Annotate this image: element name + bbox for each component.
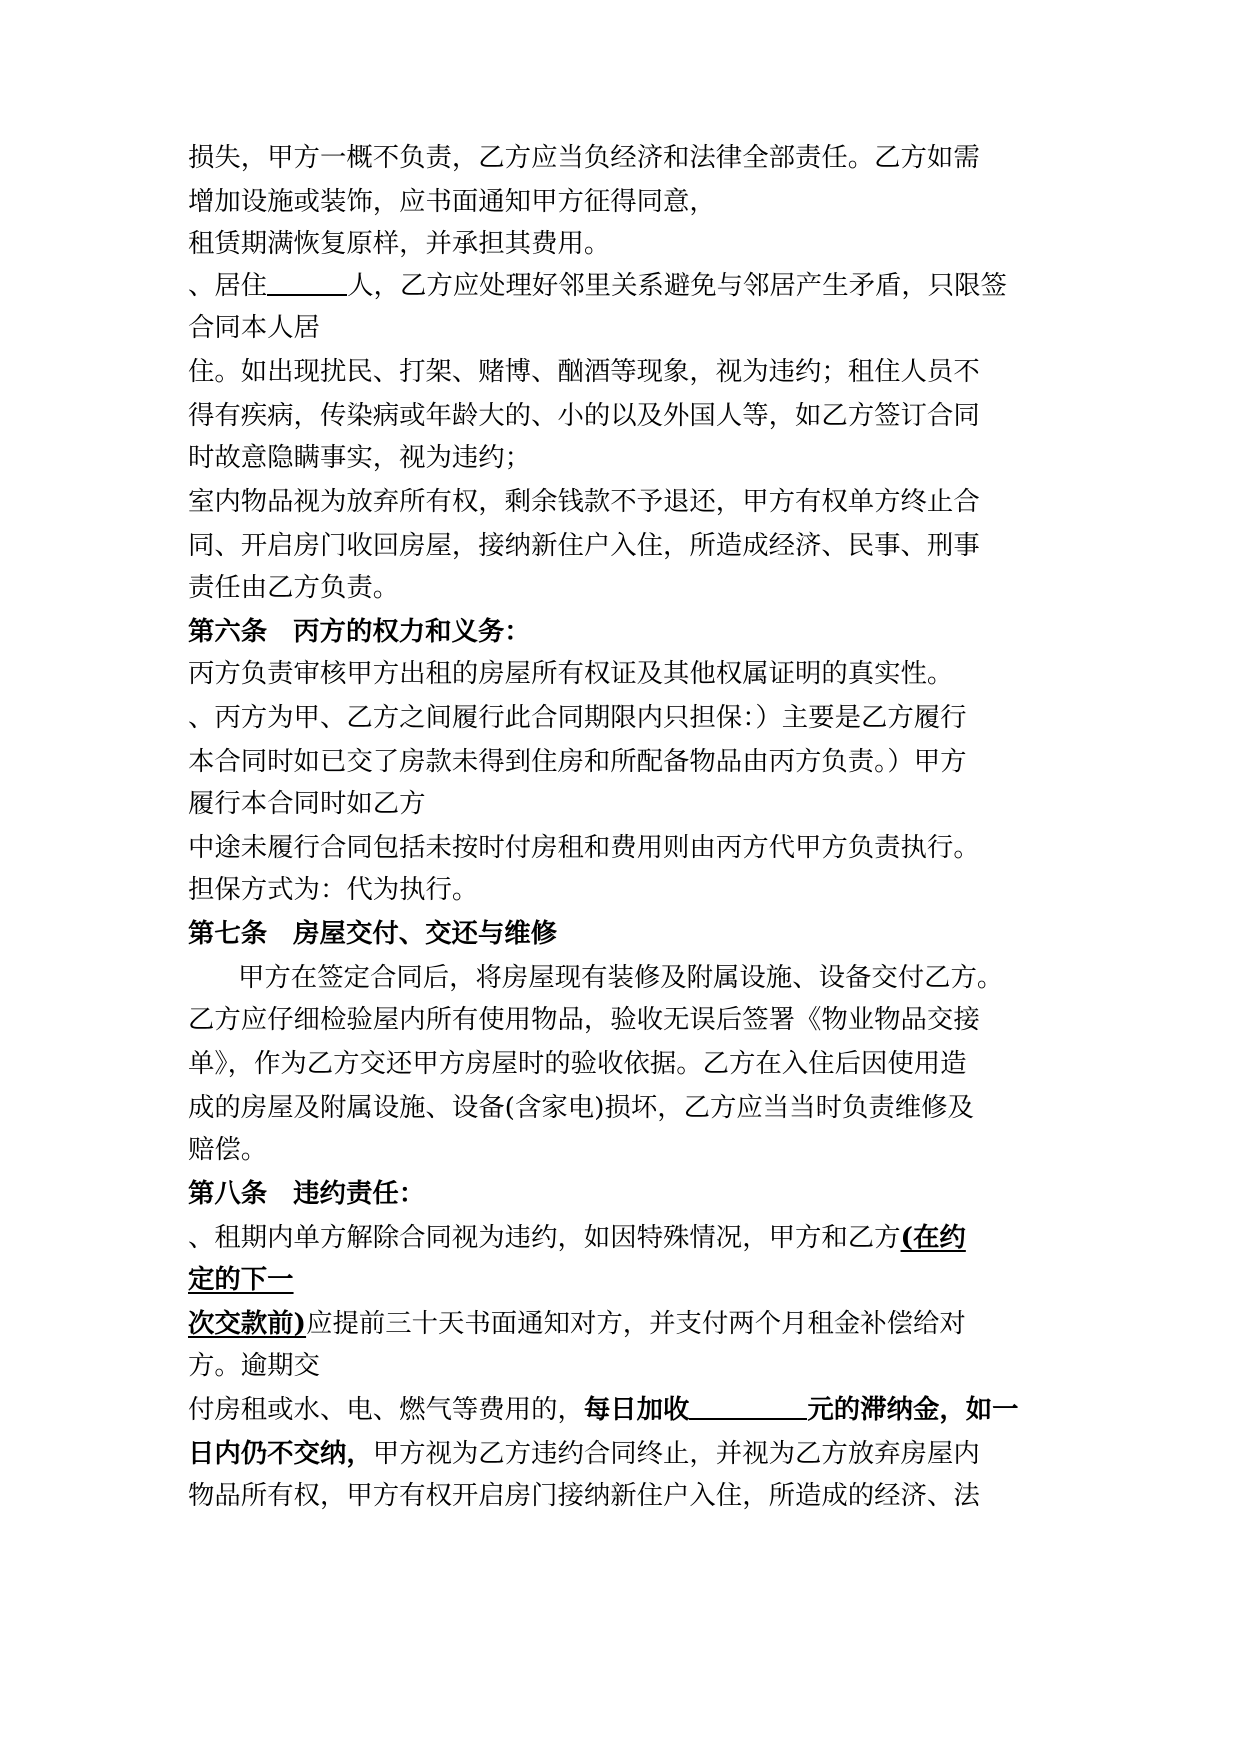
article-8-heading — [188, 1172, 425, 1216]
text-line: 履行本合同时如乙方 — [188, 788, 426, 819]
text-line: 本合同时如已交了房款未得到住房和所配备物品由丙方负责。）甲方 — [188, 746, 967, 777]
article-title: 房屋交付、交还与维修 — [293, 918, 558, 949]
text-line — [188, 264, 1007, 308]
text-span: 甲方视为乙方违约合同终止，并视为乙方放弃房屋内 — [372, 1438, 980, 1469]
text-line — [188, 1388, 1019, 1432]
text-line: 赔偿。 — [188, 1134, 268, 1165]
text-line: 、丙方为甲、乙方之间履行此合同期限内只担保：）主要是乙方履行 — [188, 702, 967, 733]
underlined-text: 定的下一 — [188, 1264, 294, 1295]
text-line: 单》，作为乙方交还甲方房屋时的验收依据。乙方在入住后因使用造 — [188, 1048, 967, 1079]
blank-line — [267, 270, 347, 296]
article-title: 违约责任： — [293, 1178, 426, 1209]
text-span: 、居住 — [188, 270, 268, 301]
text-span: 、租期内单方解除合同视为违约，如因特殊情况，甲方和乙方 — [188, 1222, 901, 1253]
article-title: 丙方的权力和义务： — [293, 616, 531, 647]
text-line: 室内物品视为放弃所有权，剩余钱款不予退还，甲方有权单方终止合 — [188, 486, 980, 517]
bold-text: 元的滞纳金，如一 — [807, 1394, 1019, 1425]
underlined-text: 次交款前) — [188, 1308, 307, 1339]
text-line — [188, 1302, 966, 1346]
text-line — [188, 1216, 966, 1260]
text-line: 住。如出现扰民、打架、赌博、酗酒等现象，视为违约；租住人员不 — [188, 356, 980, 387]
text-line: 丙方负责审核甲方出租的房屋所有权证及其他权属证明的真实性。 — [188, 658, 954, 689]
text-line: 乙方应仔细检验屋内所有使用物品，验收无误后签署《物业物品交接 — [188, 1004, 980, 1035]
bold-text: 日内仍不交纳， — [188, 1438, 373, 1469]
text-line: 担保方式为：代为执行。 — [188, 874, 479, 905]
text-line: 甲方在签定合同后，将房屋现有装修及附属设施、设备交付乙方。 — [238, 962, 1004, 993]
text-line — [188, 1432, 980, 1476]
article-number: 第八条 — [188, 1178, 268, 1209]
text-line: 租赁期满恢复原样，并承担其费用。 — [188, 228, 611, 259]
text-span: 应提前三十天书面通知对方，并支付两个月租金补偿给对 — [306, 1308, 966, 1339]
text-line: 合同本人居 — [188, 312, 320, 343]
text-line: 中途未履行合同包括未按时付房租和费用则由丙方代甲方负责执行。 — [188, 832, 980, 863]
blank-line — [689, 1394, 807, 1420]
article-number: 第七条 — [188, 918, 268, 949]
text-line: 成的房屋及附属设施、设备(含家电)损坏，乙方应当当时负责维修及 — [188, 1092, 974, 1123]
text-span: 付房租或水、电、燃气等费用的， — [188, 1394, 584, 1425]
text-line: 责任由乙方负责。 — [188, 572, 400, 603]
text-line: 时故意隐瞒事实，视为违约； — [188, 442, 532, 473]
text-line: 损失，甲方一概不负责，乙方应当负经济和法律全部责任。乙方如需 — [188, 142, 980, 173]
text-span: 人，乙方应处理好邻里关系避免与邻居产生矛盾，只限签 — [347, 270, 1007, 301]
underlined-text: (在约 — [900, 1222, 966, 1253]
text-line: 方。逾期交 — [188, 1350, 320, 1381]
text-line: 物品所有权，甲方有权开启房门接纳新住户入住，所造成的经济、法 — [188, 1480, 980, 1511]
article-number: 第六条 — [188, 616, 268, 647]
text-line: 同、开启房门收回房屋，接纳新住户入住，所造成经济、民事、刑事 — [188, 530, 980, 561]
bold-text: 每日加收 — [583, 1394, 690, 1425]
article-7-heading — [188, 912, 557, 956]
text-line: 增加设施或装饰，应书面通知甲方征得同意， — [188, 186, 716, 217]
text-line: 得有疾病，传染病或年龄大的、小的以及外国人等，如乙方签订合同 — [188, 400, 980, 431]
article-6-heading — [188, 610, 531, 654]
